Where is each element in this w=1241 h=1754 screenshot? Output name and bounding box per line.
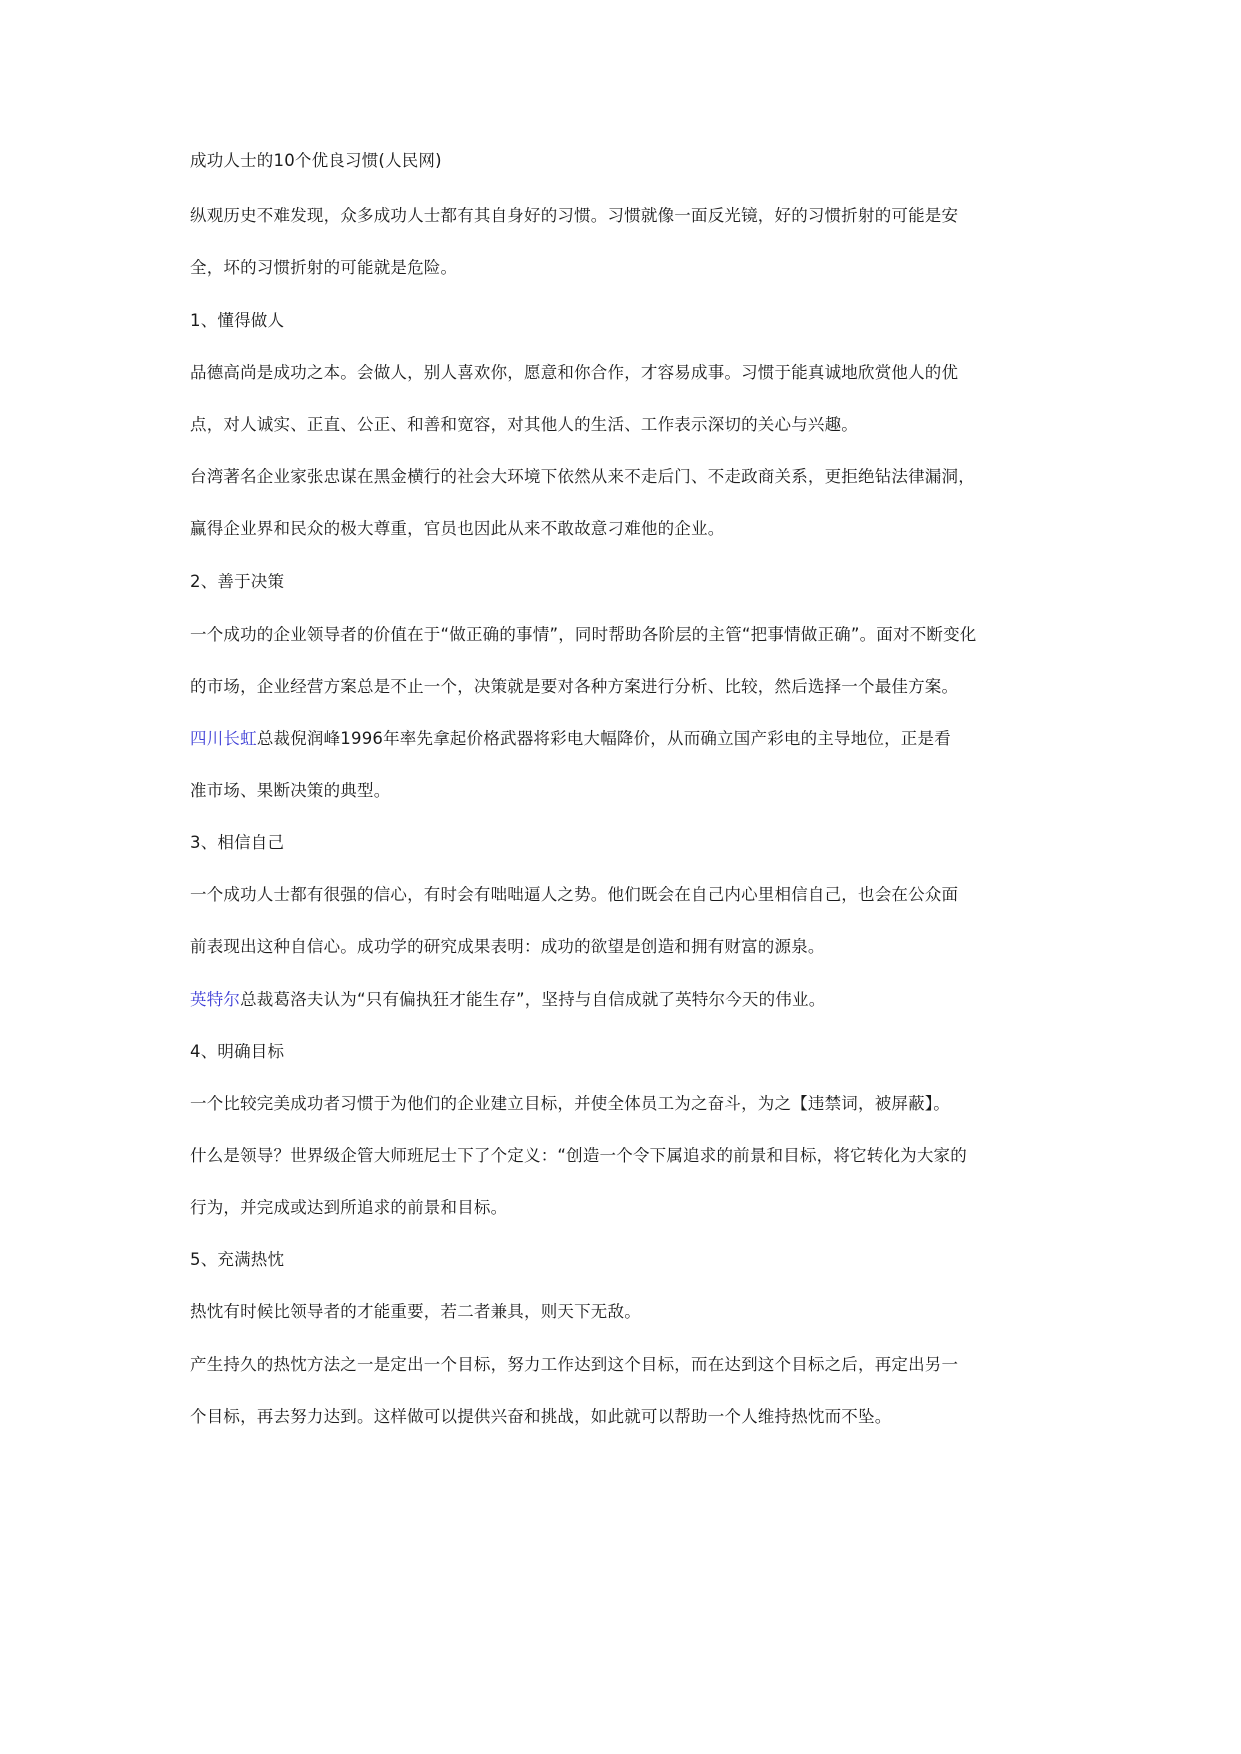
sichuan-changhong-link[interactable]: 四川长虹 xyxy=(190,729,257,748)
intro-line-2: 全，坏的习惯折射的可能就是危险。 xyxy=(190,258,458,277)
section-2-example-line-1 xyxy=(190,728,951,750)
section-2-example-line-2: 准市场、果断决策的典型。 xyxy=(190,781,391,800)
document-title: 成功人士的10个优良习惯(人民网) xyxy=(190,151,442,170)
section-1-line-4: 赢得企业界和民众的极大尊重，官员也因此从来不敢故意刁难他的企业。 xyxy=(190,519,725,538)
section-1-heading: 1、懂得做人 xyxy=(190,311,285,330)
section-1-line-2: 点，对人诚实、正直、公正、和善和宽容，对其他人的生活、工作表示深切的关心与兴趣。 xyxy=(190,415,858,434)
section-5-line-1: 热忱有时候比领导者的才能重要，若二者兼具，则天下无敌。 xyxy=(190,1302,641,1321)
section-4-line-1: 一个比较完美成功者习惯于为他们的企业建立目标，并使全体员工为之奋斗，为之【违禁词，被屏蔽】。 xyxy=(190,1094,950,1113)
section-2-line-2: 的市场，企业经营方案总是不止一个，决策就是要对各种方案进行分析、比较，然后选择一个最佳方案。 xyxy=(190,677,959,696)
section-3-line-2: 前表现出这种自信心。成功学的研究成果表明：成功的欲望是创造和拥有财富的源泉。 xyxy=(190,937,825,956)
intro-line-1: 纵观历史不难发现，众多成功人士都有其自身好的习惯。习惯就像一面反光镜，好的习惯折射的可能是安 xyxy=(190,206,959,225)
section-2-line-1: 一个成功的企业领导者的价值在于“做正确的事情”，同时帮助各阶层的主管“把事情做正确”。面对不断变化 xyxy=(190,625,977,644)
section-3-example-text: 总裁葛洛夫认为“只有偏执狂才能生存”，坚持与自信成就了英特尔今天的伟业。 xyxy=(240,990,826,1009)
section-5-line-3: 个目标，再去努力达到。这样做可以提供兴奋和挑战，如此就可以帮助一个人维持热忱而不坠。 xyxy=(190,1407,892,1426)
section-1-line-1: 品德高尚是成功之本。会做人，别人喜欢你，愿意和你合作，才容易成事。习惯于能真诚地欣赏他人的优 xyxy=(190,363,959,382)
intel-link[interactable]: 英特尔 xyxy=(190,990,241,1009)
section-5-line-2: 产生持久的热忱方法之一是定出一个目标，努力工作达到这个目标，而在达到这个目标之后，再定出另一 xyxy=(190,1355,959,1374)
section-4-line-3: 行为，并完成或达到所追求的前景和目标。 xyxy=(190,1198,508,1217)
section-2-example-text: 总裁倪润峰1996年率先拿起价格武器将彩电大幅降价，从而确立国产彩电的主导地位，正是看 xyxy=(256,729,951,748)
section-5-heading: 5、充满热忱 xyxy=(190,1250,285,1269)
section-4-line-2: 什么是领导？世界级企管大师班尼士下了个定义：“创造一个令下属追求的前景和目标，将它转化为大家的 xyxy=(190,1146,967,1165)
section-3-line-1: 一个成功人士都有很强的信心，有时会有咄咄逼人之势。他们既会在自己内心里相信自己，也会在公众面 xyxy=(190,885,959,904)
section-1-line-3: 台湾著名企业家张忠谋在黑金横行的社会大环境下依然从来不走后门、不走政商关系，更拒绝钻法律漏洞， xyxy=(190,467,975,486)
section-4-heading: 4、明确目标 xyxy=(190,1042,285,1061)
section-3-example-line-1 xyxy=(190,989,825,1011)
section-2-heading: 2、善于决策 xyxy=(190,572,285,591)
section-3-heading: 3、相信自己 xyxy=(190,833,285,852)
